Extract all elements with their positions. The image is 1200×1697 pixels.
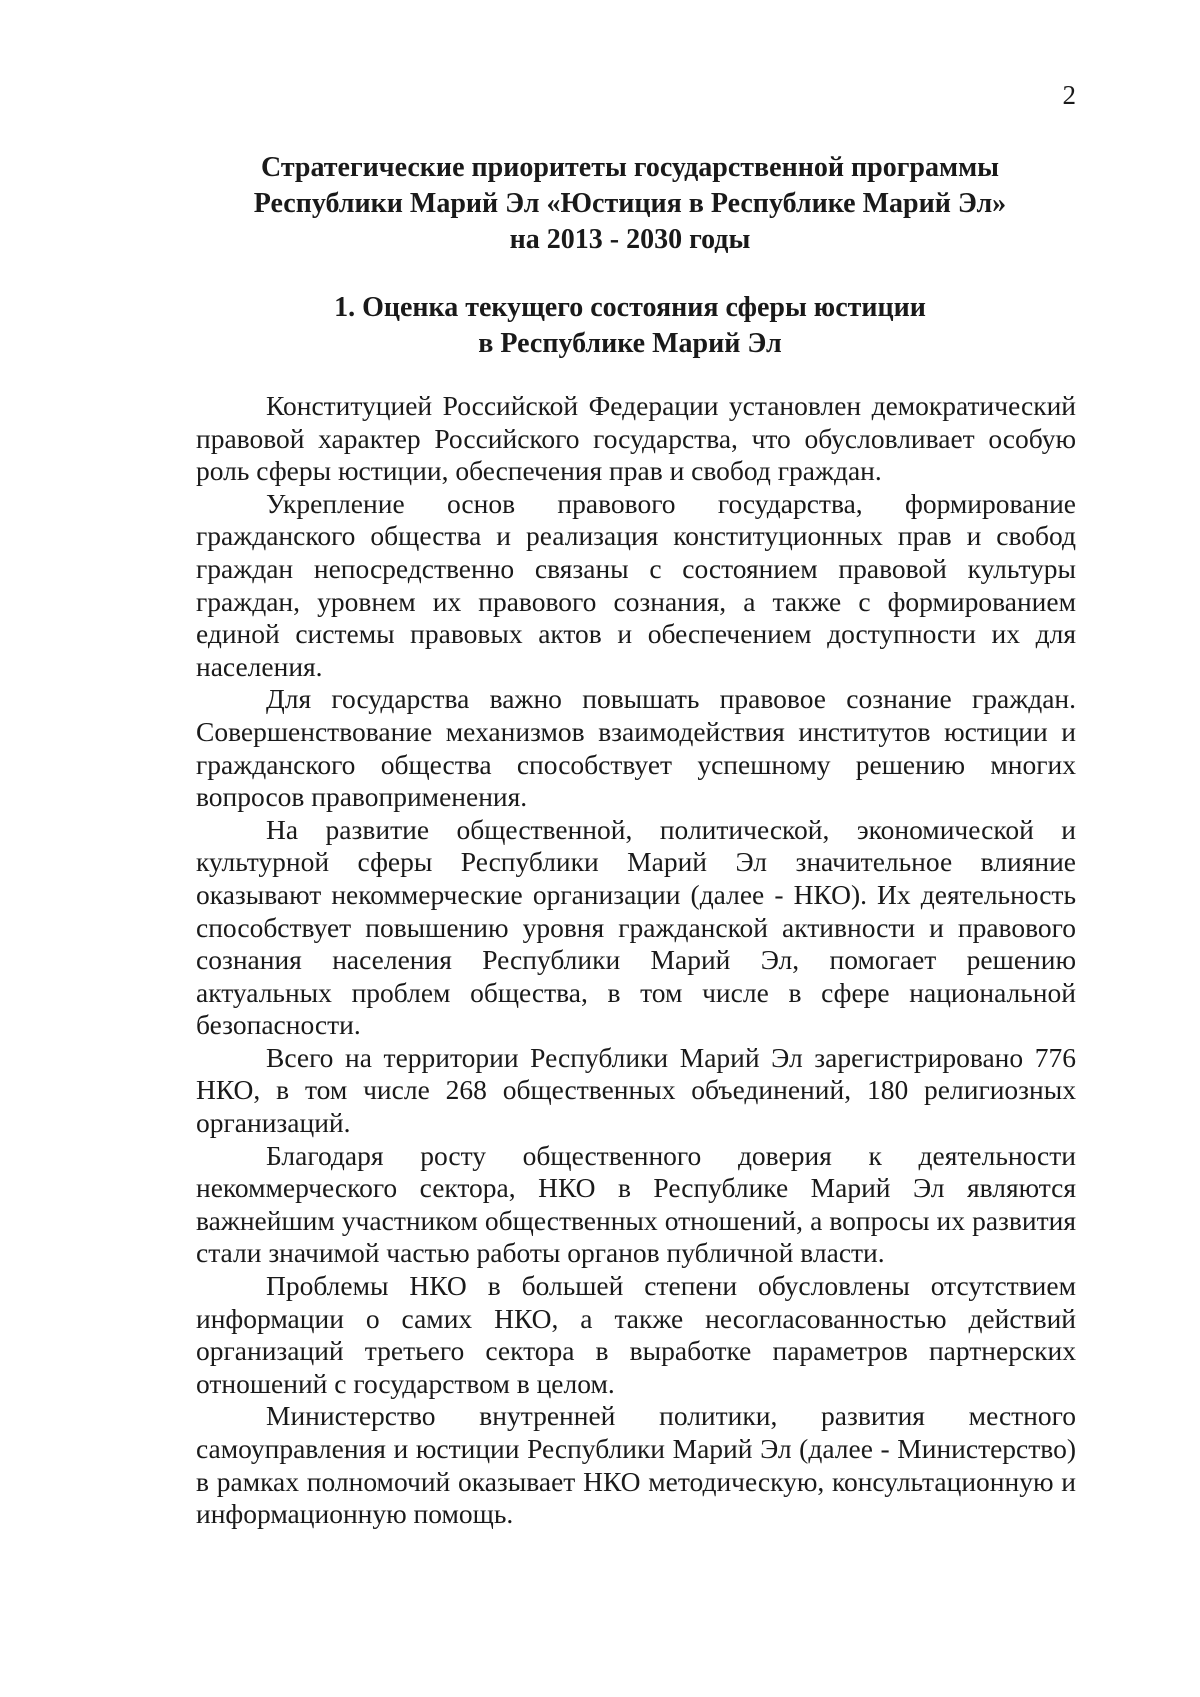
- section-heading-line-2: в Республике Марий Эл: [478, 328, 782, 359]
- document-title-line-2: Республики Марий Эл «Юстиция в Республике Марий Эл»: [253, 188, 1007, 219]
- page-number: 2: [1062, 80, 1076, 110]
- paragraph-8: Министерство внутренней политики, развития местного самоуправления и юстиции Республики Марий Эл (далее - Министерство) в рамках полномочий оказывает НКО методическую, консультационную и информационную помощь.: [196, 1400, 1076, 1530]
- paragraph-3: Для государства важно повышать правовое сознание граждан. Совершенствование механизмов взаимодействия институтов юстиции и гражданского общества способствует успешному решению многих вопросов правоприменения.: [196, 683, 1076, 813]
- document-title-line-3: на 2013 - 2030 годы: [509, 224, 751, 255]
- section-heading: [190, 290, 1070, 362]
- paragraph-1: Конституцией Российской Федерации установлен демократический правовой характер Российского государства, что обусловливает особую роль сферы юстиции, обеспечения прав и свобод граждан.: [196, 390, 1076, 487]
- document-body: [196, 390, 1076, 1531]
- paragraph-2: Укрепление основ правового государства, формирование гражданского общества и реализация конституционных прав и свобод граждан непосредственно связаны с состоянием правовой культуры граждан, уровнем их правового сознания, а также с формированием единой системы правовых актов и обеспечением доступности их для населения.: [196, 487, 1076, 682]
- paragraph-5: Всего на территории Республики Марий Эл зарегистрировано 776 НКО, в том числе 268 общественных объединений, 180 религиозных организаций.: [196, 1041, 1076, 1139]
- document-title-line-1: Стратегические приоритеты государственной программы: [260, 152, 1000, 183]
- section-heading-line-1: 1. Оценка текущего состояния сферы юстиции: [334, 292, 926, 323]
- document-title: [190, 150, 1070, 258]
- paragraph-7: Проблемы НКО в большей степени обусловлены отсутствием информации о самих НКО, а также несогласованностью действий организаций третьего сектора в выработке параметров партнерских отношений с государством в целом.: [196, 1270, 1076, 1399]
- paragraph-6: Благодаря росту общественного доверия к деятельности некоммерческого сектора, НКО в Республике Марий Эл являются важнейшим участником общественных отношений, а вопросы их развития стали значимой частью работы органов публичной власти.: [196, 1139, 1076, 1269]
- paragraph-4: На развитие общественной, политической, экономической и культурной сферы Республики Марий Эл значительное влияние оказывают некоммерческие организации (далее - НКО). Их деятельность способствует повышению уровня гражданской активности и правового сознания населения Республики Марий Эл, помогает решению актуальных проблем общества, в том числе в сфере национальной безопасности.: [196, 813, 1076, 1041]
